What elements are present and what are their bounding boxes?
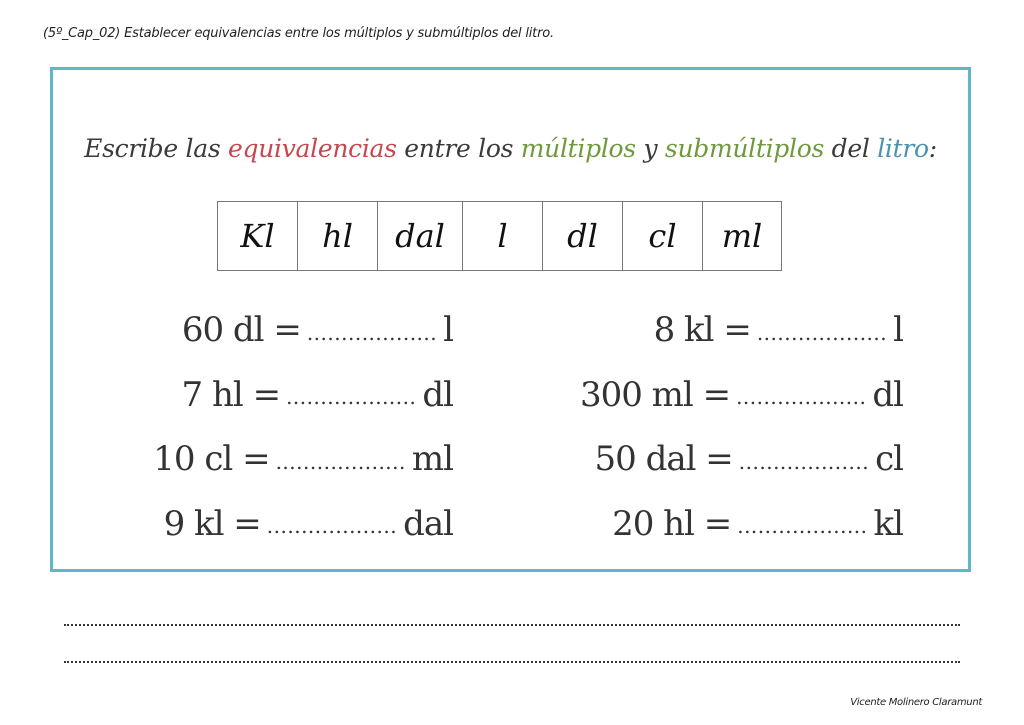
answer-blank[interactable]: ................... — [286, 385, 417, 409]
answer-blank[interactable]: ................... — [275, 449, 406, 474]
instruction-text: Escribe las — [84, 134, 228, 163]
instruction-word-litro: litro — [877, 134, 929, 163]
exercise-lhs: 60 dl = — [181, 310, 301, 351]
exercise-lhs: 9 kl = — [163, 503, 261, 544]
unit-cell-hl: hl — [298, 202, 378, 271]
unit-cell-cl: cl — [623, 202, 703, 271]
answer-line-1[interactable] — [64, 624, 960, 626]
answer-line-2[interactable] — [64, 661, 960, 663]
exercise-lhs: 8 kl = — [653, 310, 751, 351]
instruction-word-submultiplos: submúltiplos — [664, 134, 824, 163]
exercise-row — [53, 363, 453, 428]
exercise-lhs: 50 dal = — [594, 439, 733, 480]
exercise-unit: l — [443, 310, 453, 351]
instruction-word-multiplos: múltiplos — [520, 134, 636, 163]
exercise-row — [493, 298, 903, 363]
exercise-row — [493, 363, 903, 428]
unit-cell-l: l — [463, 202, 543, 271]
instruction-word-equivalencias: equivalencias — [228, 134, 397, 163]
instruction-heading — [53, 134, 968, 163]
instruction-text: : — [928, 134, 937, 163]
exercise-lhs: 7 hl = — [181, 374, 281, 415]
exercise-unit: dl — [422, 374, 453, 415]
answer-blank[interactable]: ................... — [306, 320, 438, 345]
exercise-row — [493, 427, 903, 492]
exercise-unit: kl — [873, 503, 903, 544]
unit-cell-dal: dal — [378, 202, 463, 271]
answer-blank[interactable]: ................... — [737, 514, 868, 538]
exercise-unit: dal — [403, 503, 453, 544]
exercises-right-column — [493, 298, 903, 556]
exercise-row — [53, 427, 453, 492]
exercise-lhs: 20 hl = — [612, 503, 732, 544]
unit-cell-ml: ml — [703, 202, 782, 271]
instruction-text: y — [635, 134, 665, 163]
answer-blank[interactable]: ................... — [266, 514, 398, 538]
exercise-row — [53, 492, 453, 557]
exercise-unit: l — [893, 310, 903, 351]
exercise-frame — [50, 67, 971, 572]
exercise-lhs: 300 ml = — [579, 374, 731, 415]
unit-cell-dl: dl — [543, 202, 623, 271]
answer-blank[interactable]: ................... — [756, 320, 888, 345]
exercise-row — [53, 298, 453, 363]
exercise-unit: ml — [411, 439, 453, 480]
instruction-text: del — [823, 134, 878, 163]
exercise-lhs: 10 cl = — [153, 439, 270, 480]
worksheet-header-title: (5º_Cap_02) Establecer equivalencias entre los múltiplos y submúltiplos del litro. — [43, 26, 554, 41]
answer-blank[interactable]: ................... — [738, 449, 870, 474]
instruction-text: entre los — [396, 134, 521, 163]
exercises-left-column — [53, 298, 453, 556]
exercise-unit: cl — [875, 439, 903, 480]
author-signature: Vicente Molinero Claramunt — [850, 697, 982, 708]
answer-blank[interactable]: ................... — [736, 385, 867, 409]
exercise-unit: dl — [872, 374, 903, 415]
units-row — [218, 202, 782, 271]
exercise-row — [493, 492, 903, 557]
units-table — [217, 201, 782, 271]
unit-cell-kl: Kl — [218, 202, 298, 271]
